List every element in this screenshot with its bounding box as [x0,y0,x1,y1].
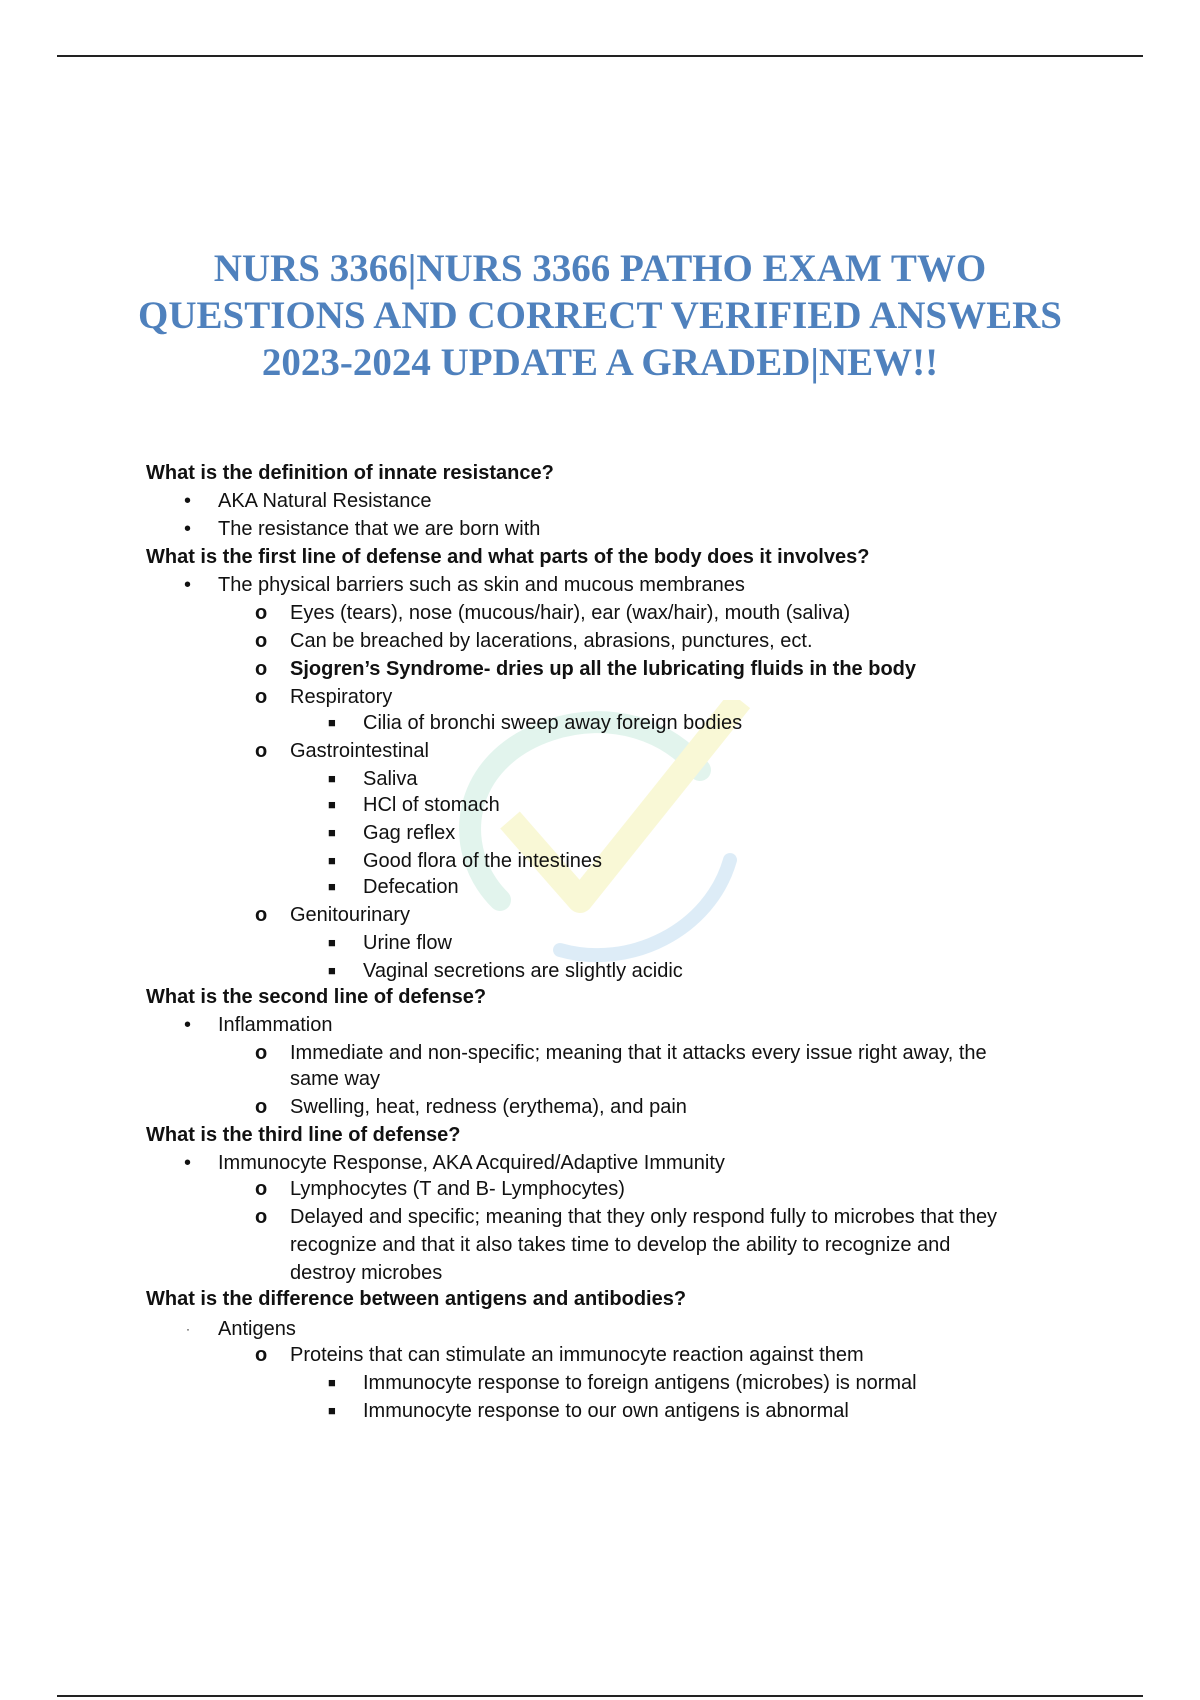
list-item: o Swelling, heat, redness (erythema), and pain [0,1093,1200,1121]
circle-bullet-icon: o [255,630,268,652]
bullet-icon: • [184,490,192,512]
list-item: o Proteins that can stimulate an immunocyte reaction against them [0,1341,1200,1369]
bullet-icon: • [184,574,192,596]
document-title [100,245,1100,386]
circle-bullet-icon: o [255,686,268,708]
list-item: o Sjogren’s Syndrome- dries up all the lubricating fluids in the body [0,655,1200,683]
list-item: o Lymphocytes (T and B- Lymphocytes) [0,1175,1200,1203]
square-bullet-icon: ■ [328,853,336,868]
list-item: • The resistance that we are born with [0,515,1200,543]
list-item: ■ Gag reflex [0,819,1200,847]
square-bullet-icon: ■ [328,715,336,730]
square-bullet-icon: ■ [328,797,336,812]
title-line: NURS 3366|NURS 3366 PATHO EXAM TWO [213,247,987,290]
circle-bullet-icon: o [255,1344,268,1366]
list-item: o Respiratory [0,683,1200,711]
list-item: ■ Urine flow [0,929,1200,957]
square-bullet-icon: ■ [328,963,336,978]
list-item: o Can be breached by lacerations, abrasions, punctures, ect. [0,627,1200,655]
square-bullet-icon: ■ [328,771,336,786]
circle-bullet-icon: o [255,904,268,926]
bullet-icon: · [186,1322,190,1336]
list-item: o Immediate and non-specific; meaning that it attacks every issue right away, the [0,1039,1200,1067]
list-item: ■ Immunocyte response to foreign antigens (microbes) is normal [0,1369,1200,1397]
list-item: • Inflammation [0,1011,1200,1039]
question-heading: What is the difference between antigens and antibodies? [146,1288,687,1310]
square-bullet-icon: ■ [328,879,336,894]
list-item: ■ Defecation [0,873,1200,901]
circle-bullet-icon: o [255,602,268,624]
bullet-icon: • [184,1014,192,1036]
circle-bullet-icon: o [255,1042,268,1064]
question-heading: What is the third line of defense? [146,1124,461,1146]
circle-bullet-icon: o [255,658,268,680]
square-bullet-icon: ■ [328,1375,336,1390]
list-item: · Antigens [0,1315,1200,1343]
circle-bullet-icon: o [255,1206,268,1228]
list-item: o Delayed and specific; meaning that they only respond fully to microbes that they [0,1203,1200,1231]
list-item-continuation: same way [290,1068,381,1090]
list-item-continuation: recognize and that it also takes time to develop the ability to recognize and [290,1234,951,1256]
square-bullet-icon: ■ [328,1403,336,1418]
list-item: o Genitourinary [0,901,1200,929]
list-item: ■ Vaginal secretions are slightly acidic [0,957,1200,985]
question-heading: What is the definition of innate resistance? [146,462,554,484]
circle-bullet-icon: o [255,1096,268,1118]
question-heading: What is the first line of defense and what parts of the body does it involves? [146,546,870,568]
list-item: o Eyes (tears), nose (mucous/hair), ear (wax/hair), mouth (saliva) [0,599,1200,627]
list-item-continuation: destroy microbes [290,1262,443,1284]
title-line: QUESTIONS AND CORRECT VERIFIED ANSWERS [138,294,1062,337]
question-heading: What is the second line of defense? [146,986,487,1008]
list-item: ■ Good flora of the intestines [0,847,1200,875]
circle-bullet-icon: o [255,1178,268,1200]
bullet-icon: • [184,1152,192,1174]
circle-bullet-icon: o [255,740,268,762]
square-bullet-icon: ■ [328,825,336,840]
top-rule [57,55,1143,57]
list-item: o Gastrointestinal [0,737,1200,765]
bullet-icon: • [184,518,192,540]
list-item: ■ Cilia of bronchi sweep away foreign bodies [0,709,1200,737]
list-item: ■ Saliva [0,765,1200,793]
list-item: ■ HCl of stomach [0,791,1200,819]
bottom-rule [57,1695,1143,1697]
square-bullet-icon: ■ [328,935,336,950]
title-line: 2023-2024 UPDATE A GRADED|NEW!! [261,341,939,384]
list-item: • AKA Natural Resistance [0,487,1200,515]
list-item: ■ Immunocyte response to our own antigens is abnormal [0,1397,1200,1425]
list-item: • The physical barriers such as skin and mucous membranes [0,571,1200,599]
list-item: • Immunocyte Response, AKA Acquired/Adaptive Immunity [0,1149,1200,1177]
